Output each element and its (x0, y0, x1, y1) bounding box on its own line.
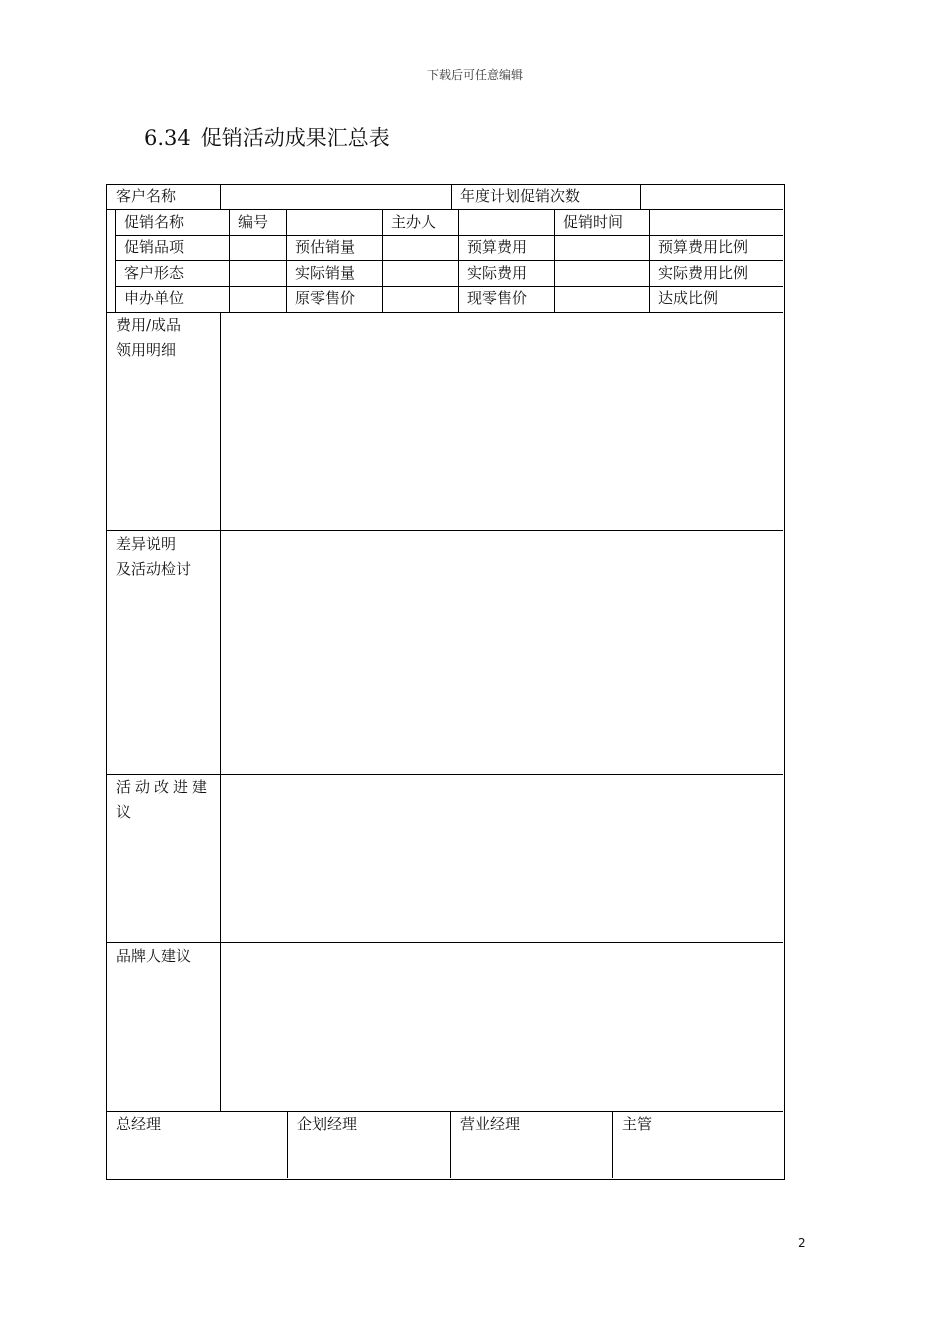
current-retail-price-field[interactable] (555, 287, 648, 311)
actual-cost-field[interactable] (555, 261, 648, 285)
column-divider (612, 1111, 613, 1178)
cost-details-label (116, 313, 216, 363)
improvement-suggestions-line1: 活动改进建 (116, 778, 212, 796)
serial-number-label: 编号 (238, 213, 269, 231)
budget-cost-label: 预算费用 (467, 238, 528, 256)
budget-cost-ratio-label: 预算费用比例 (658, 238, 749, 256)
column-divider (115, 209, 116, 312)
brand-owner-suggestions-label (116, 944, 216, 969)
actual-cost-label: 实际费用 (467, 264, 528, 282)
customer-name-label: 客户名称 (116, 187, 177, 205)
original-retail-price-label: 原零售价 (295, 289, 356, 307)
promotion-item-label: 促销品项 (124, 238, 185, 256)
variance-review-label (116, 532, 216, 582)
cost-details-area[interactable] (221, 313, 782, 530)
improvement-suggestions-area[interactable] (221, 775, 782, 942)
title-text: 促销活动成果汇总表 (200, 126, 390, 150)
annual-plan-count-field[interactable] (641, 185, 782, 209)
supervisor-signature[interactable]: 主管 (622, 1115, 653, 1133)
improvement-suggestions-label (116, 775, 216, 825)
organizer-label: 主办人 (391, 213, 437, 231)
customer-type-label: 客户形态 (124, 264, 185, 282)
variance-review-line1: 差异说明 (116, 535, 177, 553)
row-divider (106, 1111, 783, 1112)
estimated-sales-label: 预估销量 (295, 238, 356, 256)
actual-sales-label: 实际销量 (295, 264, 356, 282)
organizer-field[interactable] (459, 210, 553, 234)
column-divider (287, 1111, 288, 1178)
title-number: 6.34 (144, 126, 191, 150)
header-note: 下载后可任意编辑 (426, 68, 523, 82)
page-number: 2 (798, 1236, 806, 1250)
promotion-time-label: 促销时间 (563, 213, 624, 231)
applicant-unit-label: 申办单位 (124, 289, 185, 307)
column-divider (450, 1111, 451, 1178)
serial-number-field[interactable] (287, 210, 381, 234)
general-manager-signature[interactable]: 总经理 (116, 1115, 162, 1133)
annual-plan-count-label: 年度计划促销次数 (460, 187, 581, 205)
planning-manager-signature[interactable]: 企划经理 (297, 1115, 358, 1133)
sales-manager-signature[interactable]: 营业经理 (460, 1115, 521, 1133)
variance-review-area[interactable] (221, 531, 782, 774)
cost-details-line2: 领用明细 (116, 341, 177, 359)
promotion-time-field[interactable] (650, 210, 782, 234)
improvement-suggestions-line2: 议 (116, 803, 136, 821)
customer-name-field[interactable] (221, 185, 450, 209)
column-divider (451, 184, 452, 209)
customer-type-field[interactable] (230, 261, 285, 285)
actual-sales-field[interactable] (383, 261, 457, 285)
original-retail-price-field[interactable] (383, 287, 457, 311)
current-retail-price-label: 现零售价 (467, 289, 528, 307)
cost-details-line1: 费用/成品 (116, 316, 182, 334)
brand-owner-suggestions-line1: 品牌人建议 (116, 947, 192, 965)
achievement-ratio-label: 达成比例 (658, 289, 719, 307)
promotion-item-field[interactable] (230, 236, 285, 260)
applicant-unit-field[interactable] (230, 287, 285, 311)
promotion-name-label: 促销名称 (124, 213, 185, 231)
budget-cost-field[interactable] (555, 236, 648, 260)
brand-owner-suggestions-area[interactable] (221, 943, 782, 1111)
page-title (144, 122, 390, 152)
estimated-sales-field[interactable] (383, 236, 457, 260)
actual-cost-ratio-label: 实际费用比例 (658, 264, 749, 282)
variance-review-line2: 及活动检讨 (116, 560, 192, 578)
